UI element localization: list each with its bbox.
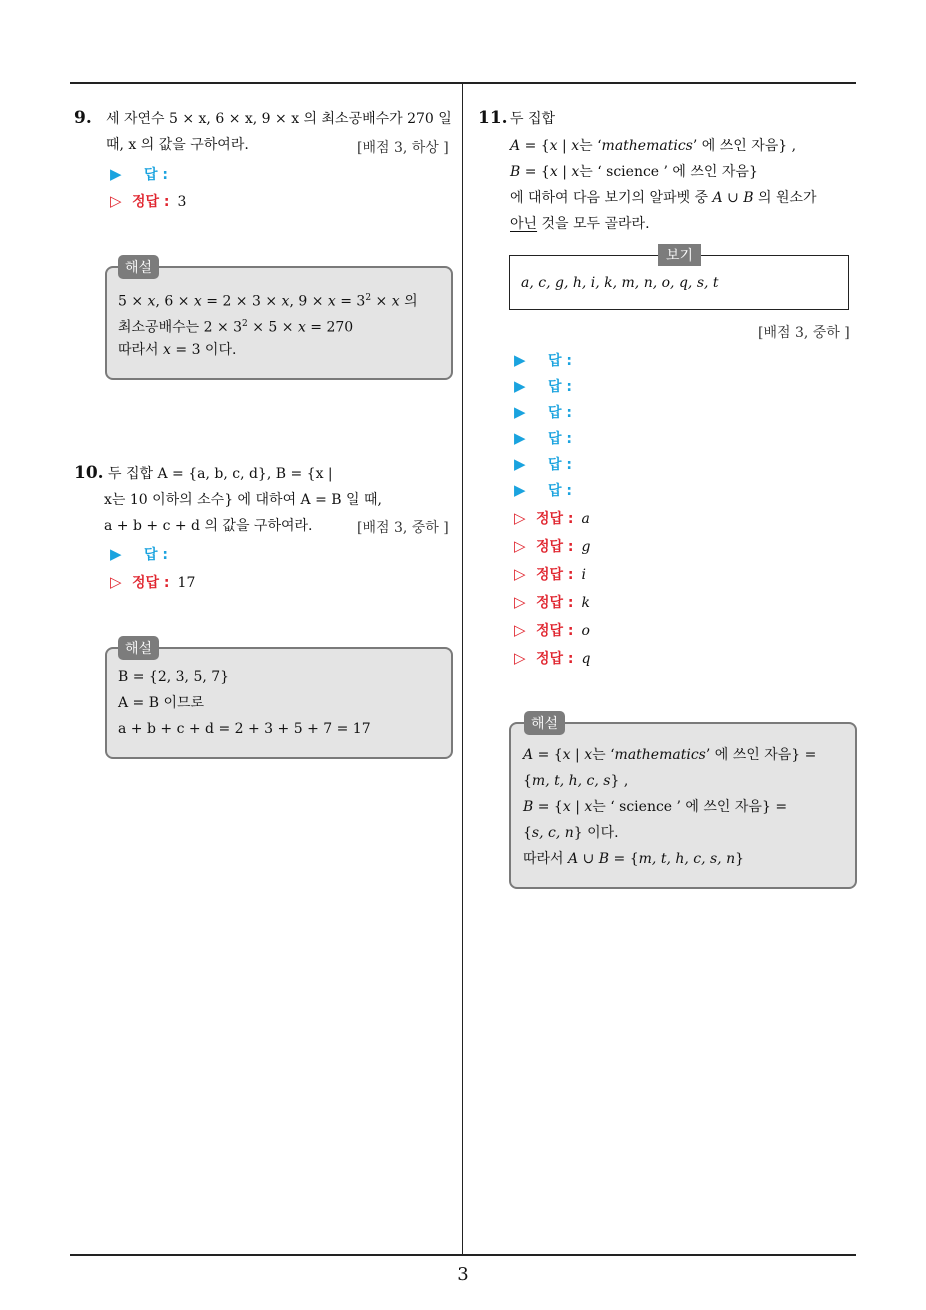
question-11-solution-line5: 따라서 A ∪ B = {m, t, h, c, s, n} — [523, 851, 745, 867]
correct-value: o — [581, 623, 590, 639]
play-outline-icon: ▷ — [514, 593, 526, 611]
question-10-score: [배점 3, 중하 ] — [357, 520, 449, 536]
question-10-solution-line1: B = {2, 3, 5, 7} — [118, 669, 230, 685]
question-9-solution-line3: 따라서 x = 3 이다. — [118, 342, 237, 358]
play-filled-icon: ▶ — [514, 455, 526, 473]
correct-label: 정답 : — [536, 539, 574, 555]
question-10-number: 10. — [74, 463, 104, 483]
question-11-answer-row — [514, 350, 572, 371]
question-11-text-line4 — [510, 214, 650, 234]
question-9-text-line2: 때, x 의 값을 구하여라. — [106, 137, 249, 153]
question-10-solution-line2: A = B 이므로 — [118, 695, 205, 711]
column-divider — [462, 82, 463, 1255]
play-filled-icon: ▶ — [514, 377, 526, 395]
play-outline-icon: ▷ — [110, 192, 122, 210]
answer-label: 답 : — [144, 547, 168, 563]
question-9-solution-line1: 5 × x, 6 × x = 2 × 3 × x, $9 \times x = 3^2 \times x$ 의 — [118, 293, 418, 310]
play-filled-icon: ▶ — [514, 481, 526, 499]
correct-label: 정답 : — [536, 567, 574, 583]
underlined-word: 아닌 — [510, 216, 538, 232]
question-9-text-line1: 세 자연수 5 × x, 6 × x, 9 × x 의 최소공배수가 270 일 — [106, 111, 452, 127]
question-11-answer-row — [514, 454, 572, 475]
bottom-rule — [70, 1254, 856, 1256]
question-11-correct-row — [514, 536, 591, 557]
answer-label: 답 : — [144, 167, 168, 183]
correct-label: 정답 : — [132, 575, 170, 591]
question-11-score: [배점 3, 중하 ] — [758, 325, 850, 341]
question-11-correct-row — [514, 508, 590, 529]
correct-label: 정답 : — [536, 623, 574, 639]
correct-value: i — [581, 567, 587, 583]
answer-label: 답 : — [548, 405, 572, 421]
question-10-text-line1: 두 집합 A = {a, b, c, d}, B = {x | — [108, 466, 333, 482]
question-9-number: 9. — [74, 108, 92, 128]
play-outline-icon: ▷ — [110, 573, 122, 591]
question-10-answer-row — [110, 544, 168, 565]
question-11-text-line3: 에 대하여 다음 보기의 알파벳 중 A ∪ B 의 원소가 — [510, 190, 817, 206]
play-outline-icon: ▷ — [514, 621, 526, 639]
question-10-text-line3: a + b + c + d 의 값을 구하여라. — [104, 518, 313, 534]
question-9-score: [배점 3, 하상 ] — [357, 140, 449, 156]
question-11-correct-row — [514, 648, 591, 669]
answer-label: 답 : — [548, 379, 572, 395]
answer-label: 답 : — [548, 457, 572, 473]
question-10-text-line2: x는 10 이하의 소수} 에 대하여 A = B 일 때, — [104, 492, 382, 508]
correct-value: a — [581, 511, 590, 527]
question-11-solution-line4: {s, c, n} 이다. — [523, 825, 619, 841]
question-11-solution-tag: 해설 — [524, 711, 565, 735]
correct-value: 17 — [177, 575, 196, 591]
play-filled-icon: ▶ — [110, 545, 122, 563]
play-outline-icon: ▷ — [514, 565, 526, 583]
correct-value: q — [581, 651, 591, 667]
correct-label: 정답 : — [536, 595, 574, 611]
question-11-correct-row — [514, 564, 586, 585]
question-11-text-line4-rest: 것을 모두 골라라. — [537, 216, 650, 232]
answer-label: 답 : — [548, 483, 572, 499]
question-9-solution-line2: 최소공배수는 $2 \times 3^2 \times 5 \times x = 270$ — [118, 319, 354, 336]
page-number: 3 — [457, 1264, 469, 1285]
play-filled-icon: ▶ — [514, 351, 526, 369]
correct-label: 정답 : — [536, 651, 574, 667]
question-11-solution-line3: B = {x | x는 ‘ science ’ 에 쓰인 자음} = — [523, 799, 788, 815]
question-10-correct-row — [110, 572, 195, 593]
question-10-solution-tag: 해설 — [118, 636, 159, 660]
question-10-solution-line3: a + b + c + d = 2 + 3 + 5 + 7 = 17 — [118, 721, 371, 737]
play-outline-icon: ▷ — [514, 537, 526, 555]
question-11-bogi-content: a, c, g, h, i, k, m, n, o, q, s, t — [521, 275, 719, 291]
play-outline-icon: ▷ — [514, 509, 526, 527]
question-11-correct-row — [514, 592, 590, 613]
question-9-correct-row — [110, 191, 186, 212]
question-11-number: 11. — [478, 108, 508, 128]
play-outline-icon: ▷ — [514, 649, 526, 667]
question-9-answer-row — [110, 164, 168, 185]
correct-value: 3 — [177, 194, 187, 210]
question-11-set-a: A = {x | x는 ‘mathematics’ 에 쓰인 자음} , — [510, 138, 797, 154]
question-9-solution-tag: 해설 — [118, 255, 159, 279]
answer-label: 답 : — [548, 431, 572, 447]
question-11-title: 두 집합 — [510, 111, 556, 127]
play-filled-icon: ▶ — [514, 429, 526, 447]
question-11-bogi-tag: 보기 — [658, 244, 701, 266]
question-11-solution-line1: A = {x | x는 ‘mathematics’ 에 쓰인 자음} = — [523, 747, 817, 763]
question-11-answer-row — [514, 428, 572, 449]
question-11-correct-row — [514, 620, 590, 641]
question-11-solution-line2: {m, t, h, c, s} , — [523, 773, 629, 789]
play-filled-icon: ▶ — [110, 165, 122, 183]
play-filled-icon: ▶ — [514, 403, 526, 421]
answer-label: 답 : — [548, 353, 572, 369]
question-11-set-b: B = {x | x는 ‘ science ’ 에 쓰인 자음} — [510, 164, 758, 180]
question-11-answer-row — [514, 402, 572, 423]
question-11-answer-row — [514, 376, 572, 397]
correct-label: 정답 : — [132, 194, 170, 210]
question-11-answer-row — [514, 480, 572, 501]
correct-value: k — [581, 595, 591, 611]
correct-label: 정답 : — [536, 511, 574, 527]
correct-value: g — [581, 539, 591, 555]
